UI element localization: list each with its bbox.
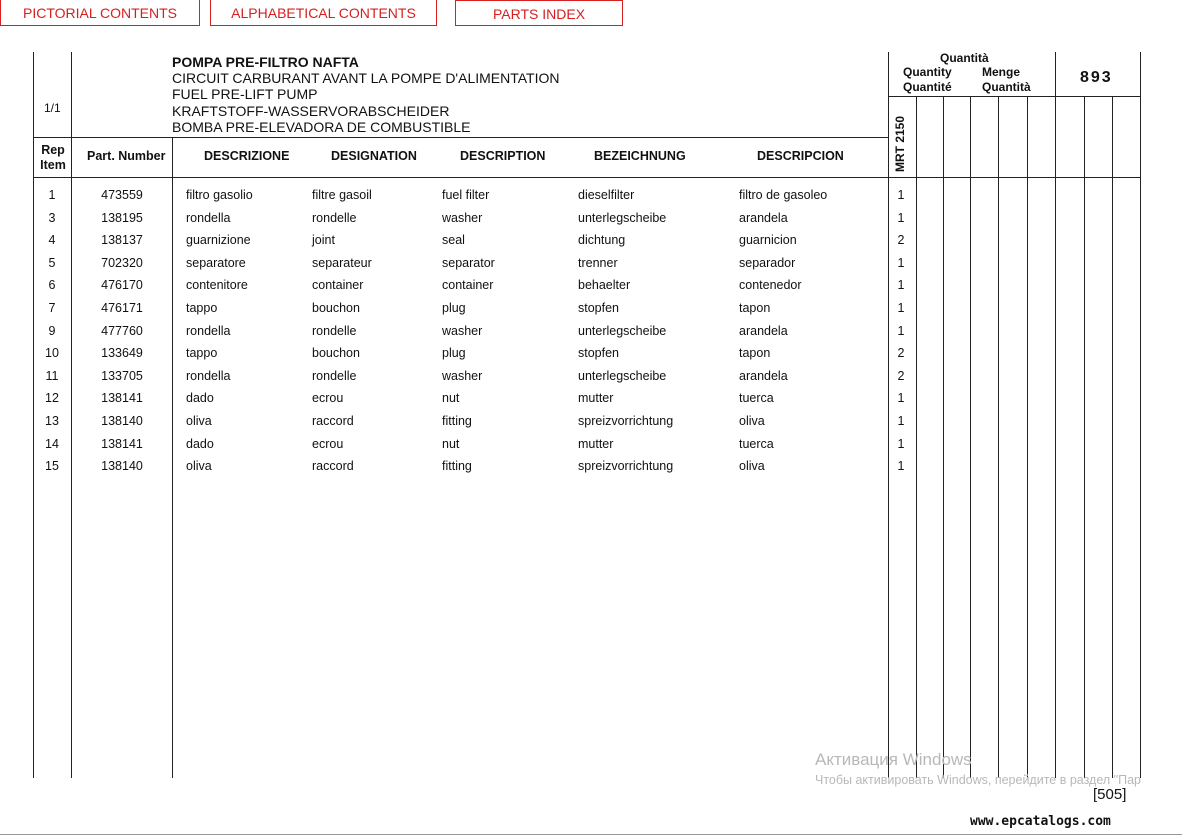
quantity-header-es: Quantità: [982, 80, 1031, 94]
descrizione-cell: oliva: [186, 459, 212, 474]
table-row[interactable]: [0, 391, 905, 413]
quantity-cell: 2: [897, 346, 905, 361]
descrizione-cell: rondella: [186, 323, 231, 338]
part-number-cell: 476170: [101, 278, 143, 293]
quantity-cell: 1: [897, 323, 905, 338]
descrizione-cell: guarnizione: [186, 233, 251, 248]
table-row[interactable]: [0, 301, 905, 323]
part-number-cell: 138140: [101, 459, 143, 474]
designation-cell: rondelle: [312, 323, 357, 338]
descrizione-cell: contenitore: [186, 278, 248, 293]
bezeichnung-cell: mutter: [578, 391, 614, 406]
quantity-cell: 1: [897, 414, 905, 428]
quantity-cell: 1: [897, 301, 905, 315]
rep-cell: 11: [45, 368, 59, 383]
windows-activation-title: Активация Windows: [815, 750, 972, 769]
rep-cell: 7: [48, 301, 56, 315]
page-indicator: 1/1: [44, 101, 61, 115]
bezeichnung-cell: trenner: [578, 255, 618, 270]
quantity-header-it: Quantità: [940, 51, 989, 65]
rep-cell: 4: [48, 233, 56, 248]
designation-cell: rondelle: [312, 210, 357, 225]
table-row[interactable]: [0, 255, 905, 278]
rep-cell: 3: [48, 210, 56, 225]
quantity-cell: 1: [897, 255, 905, 270]
column-header-designation: DESIGNATION: [331, 149, 417, 163]
designation-cell: raccord: [312, 459, 354, 474]
part-number-cell: 138140: [101, 414, 143, 428]
table-row[interactable]: [0, 414, 905, 436]
bezeichnung-cell: mutter: [578, 436, 614, 451]
bezeichnung-cell: unterlegscheibe: [578, 368, 667, 383]
rep-cell: 12: [45, 391, 59, 406]
descrizione-cell: tappo: [186, 301, 218, 315]
designation-cell: raccord: [312, 414, 354, 428]
title-german: KRAFTSTOFF-WASSERVORABSCHEIDER: [172, 102, 450, 119]
description-cell: washer: [442, 210, 483, 225]
rep-cell: 14: [45, 436, 59, 451]
descripcion-cell: arandela: [739, 210, 788, 225]
bezeichnung-cell: stopfen: [578, 346, 620, 361]
description-cell: fitting: [442, 414, 472, 428]
description-cell: fuel filter: [442, 188, 490, 202]
descripcion-cell: tuerca: [739, 436, 774, 451]
part-number-cell: 133705: [101, 368, 143, 383]
part-number-cell: 133649: [101, 346, 143, 361]
quantity-header-de: Menge: [982, 65, 1021, 79]
tab-parts-index[interactable]: PARTS INDEX: [455, 0, 623, 26]
rep-cell: 9: [48, 323, 56, 338]
bezeichnung-cell: behaelter: [578, 278, 631, 293]
rep-cell: 5: [48, 255, 56, 270]
table-row[interactable]: [0, 210, 905, 233]
site-url[interactable]: www.epcatalogs.com: [970, 814, 1111, 829]
group-title: [172, 54, 559, 135]
description-cell: washer: [442, 323, 483, 338]
part-number-cell: 702320: [101, 255, 143, 270]
descrizione-cell: filtro gasolio: [186, 188, 253, 202]
windows-activation-text: Чтобы активировать Windows, перейдите в раздел "Пар: [815, 773, 1141, 787]
designation-cell: ecrou: [312, 436, 344, 451]
table-row[interactable]: [0, 459, 905, 481]
rep-cell: 1: [48, 188, 56, 202]
description-cell: container: [442, 278, 494, 293]
descrizione-cell: rondella: [186, 210, 231, 225]
designation-cell: bouchon: [312, 346, 360, 361]
description-cell: nut: [442, 436, 460, 451]
quantity-cell: 2: [897, 368, 905, 383]
title-english: FUEL PRE-LIFT PUMP: [172, 86, 318, 103]
column-header-descripcion: DESCRIPCION: [757, 149, 844, 163]
description-cell: separator: [442, 255, 495, 270]
title-spanish: BOMBA PRE-ELEVADORA DE COMBUSTIBLE: [172, 118, 471, 135]
column-header-descrizione: DESCRIZIONE: [204, 149, 290, 163]
rep-cell: 13: [45, 414, 59, 428]
rep-cell: 6: [48, 278, 56, 293]
designation-cell: bouchon: [312, 301, 360, 315]
table-row[interactable]: [0, 323, 905, 346]
rep-cell: 10: [45, 346, 59, 361]
descripcion-cell: oliva: [739, 459, 765, 474]
description-cell: nut: [442, 391, 460, 406]
designation-cell: joint: [312, 233, 335, 248]
designation-cell: separateur: [312, 255, 372, 270]
table-row[interactable]: [0, 188, 905, 210]
description-cell: plug: [442, 346, 466, 361]
descrizione-cell: dado: [186, 436, 214, 451]
designation-cell: filtre gasoil: [312, 188, 372, 202]
bezeichnung-cell: dichtung: [578, 233, 626, 248]
tab-alphabetical-contents[interactable]: ALPHABETICAL CONTENTS: [210, 0, 437, 26]
quantity-cell: 1: [897, 210, 905, 225]
table-row[interactable]: [0, 346, 905, 368]
part-number-cell: 138195: [101, 210, 143, 225]
descripcion-cell: tuerca: [739, 391, 774, 406]
tab-pictorial-contents[interactable]: PICTORIAL CONTENTS: [0, 0, 200, 26]
designation-cell: rondelle: [312, 368, 357, 383]
part-number-cell: 138141: [101, 391, 143, 406]
designation-cell: container: [312, 278, 364, 293]
part-number-cell: 138141: [101, 436, 143, 451]
descripcion-cell: contenedor: [739, 278, 802, 293]
title-french: CIRCUIT CARBURANT AVANT LA POMPE D'ALIMENTATION: [172, 70, 560, 87]
descripcion-cell: oliva: [739, 414, 765, 428]
quantity-cell: 1: [897, 188, 905, 202]
descripcion-cell: guarnicion: [739, 233, 797, 248]
part-number-cell: 473559: [101, 188, 143, 202]
descripcion-cell: separador: [739, 255, 796, 270]
table-row[interactable]: [0, 278, 905, 300]
description-cell: fitting: [442, 459, 472, 474]
descripcion-cell: arandela: [739, 323, 788, 338]
descripcion-cell: tapon: [739, 346, 771, 361]
figure-number: 893: [1080, 69, 1113, 86]
description-cell: plug: [442, 301, 466, 315]
bezeichnung-cell: spreizvorrichtung: [578, 414, 674, 428]
descripcion-cell: arandela: [739, 368, 788, 383]
bezeichnung-cell: stopfen: [578, 301, 620, 315]
table-row[interactable]: [0, 233, 905, 255]
descrizione-cell: separatore: [186, 255, 246, 270]
table-row[interactable]: [0, 368, 905, 391]
column-header-rep: Rep Item: [40, 143, 66, 172]
quantity-cell: 1: [897, 436, 905, 451]
quantity-header-fr: Quantité: [903, 80, 952, 94]
descripcion-cell: tapon: [739, 301, 771, 315]
column-header-part-number: Part. Number: [87, 149, 166, 163]
descrizione-cell: rondella: [186, 368, 231, 383]
description-cell: seal: [442, 233, 465, 248]
column-header-description: DESCRIPTION: [460, 149, 546, 163]
page-number: [505]: [1093, 786, 1127, 803]
descripcion-cell: filtro de gasoleo: [739, 188, 828, 202]
bezeichnung-cell: unterlegscheibe: [578, 323, 667, 338]
descrizione-cell: tappo: [186, 346, 218, 361]
descrizione-cell: oliva: [186, 414, 212, 428]
quantity-cell: 1: [897, 459, 905, 474]
designation-cell: ecrou: [312, 391, 344, 406]
description-cell: washer: [442, 368, 483, 383]
bezeichnung-cell: unterlegscheibe: [578, 210, 667, 225]
quantity-header-en: Quantity: [903, 65, 952, 79]
part-number-cell: 477760: [101, 323, 143, 338]
quantity-cell: 2: [897, 233, 905, 248]
quantity-cell: 1: [897, 278, 905, 293]
table-row[interactable]: [0, 436, 905, 459]
model-label: MRT 2150: [893, 115, 907, 172]
bezeichnung-cell: spreizvorrichtung: [578, 459, 674, 474]
quantity-cell: 1: [897, 391, 905, 406]
part-number-cell: 138137: [101, 233, 143, 248]
bezeichnung-cell: dieselfilter: [578, 188, 635, 202]
part-number-cell: 476171: [101, 301, 143, 315]
column-header-bezeichnung: BEZEICHNUNG: [594, 149, 686, 163]
title-italian: POMPA PRE-FILTRO NAFTA: [172, 54, 359, 70]
rep-cell: 15: [45, 459, 59, 474]
descrizione-cell: dado: [186, 391, 214, 406]
